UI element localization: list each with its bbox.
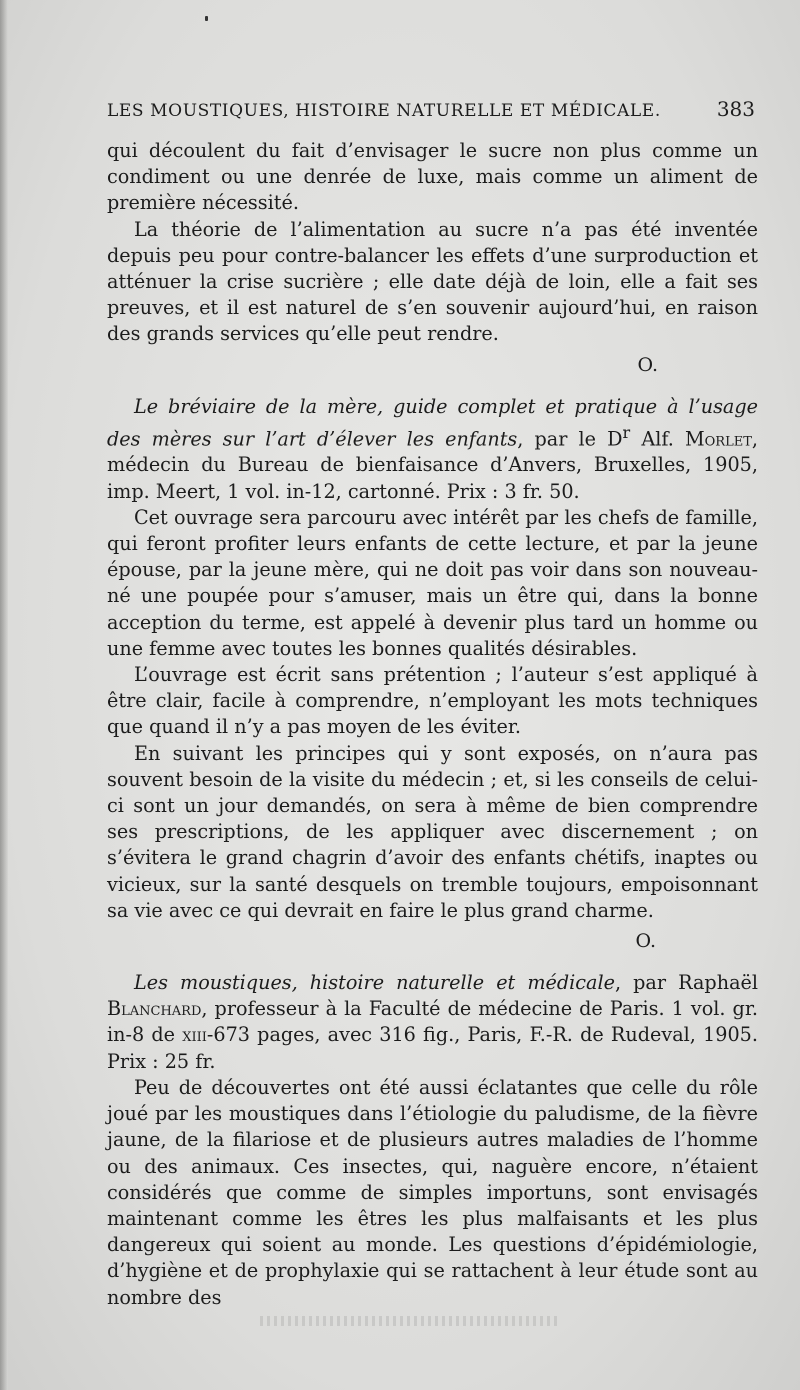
author-name: Morlet: [685, 427, 752, 451]
citation-rest-1: , professeur à la Faculté de médecine de Paris. 1 vol. gr. in-8 de: [107, 997, 758, 1047]
author-name: Blanchard: [107, 997, 202, 1021]
book-title: Le bréviaire de la mère, guide complet et pratique à l’usage des mères sur l’art d’élever les enfants: [107, 394, 758, 451]
signature: O.: [637, 353, 658, 376]
citation-by: , par Raphaël: [614, 971, 758, 995]
ink-speck: [205, 16, 208, 21]
paragraph: Cet ouvrage sera parcouru avec intérêt par les chefs de famille, qui feront profiter leurs enfants de cette lecture, et par la jeune épouse, par la jeune mère, qui ne doit pas voir dans son nouveau-né une poupée pour s’amuser, mais un être qui, dans la bonne acception du terme, est appelé à devenir plus tard un homme ou une femme avec toutes les bonnes qualités désirables.: [107, 505, 758, 660]
paragraph: L’ouvrage est écrit sans prétention ; l’auteur s’est appliqué à être clair, facile à comprendre, n’employant les mots techniques que quand il n’y a pas moyen de les éviter.: [107, 663, 758, 739]
paragraph: qui découlent du fait d’envisager le sucre non plus comme un condiment ou une denrée de luxe, mais comme un aliment de première nécessité.: [107, 139, 758, 215]
running-head: [107, 97, 755, 121]
book-title: Les moustiques, histoire naturelle et médicale: [134, 971, 615, 995]
roman-numeral: xiii: [182, 1023, 207, 1047]
signature: O.: [635, 930, 656, 953]
paragraph: En suivant les principes qui y sont exposés, on n’aura pas souvent besoin de la visite du médecin ; et, si les conseils de celui-ci sont un jour demandés, on sera à même de bien comprendre ses prescriptions, de les appliquer avec discernement ; on s’évitera le grand chagrin d’avoir des enfants chétifs, inaptes ou vicieux, sur la santé desquels on tremble toujours, empoisonnant sa vie avec ce qui devrait en faire le plus grand charme.: [107, 741, 758, 922]
page-left-edge: [0, 0, 8, 1390]
body-text: [107, 138, 758, 1311]
citation-rest: , médecin du Bureau de bienfaisance d’Anvers, Bruxelles, 1905, imp. Meert, 1 vol. in-12, cartonné. Prix : 3 fr. 50.: [107, 427, 758, 503]
page-number: 383: [716, 97, 755, 121]
citation-breviaire: [107, 394, 758, 505]
bleed-through-mark: [260, 1316, 560, 1326]
citation-sup: r: [622, 422, 631, 442]
paragraph: La théorie de l’alimentation au sucre n’a pas été inventée depuis peu pour contre-balancer les effets d’une surproduction et atténuer la crise sucrière ; elle date déjà de loin, elle a fait ses preuves, et il est naturel de s’en souvenir aujourd’hui, en raison des grands services qu’elle peut rendre.: [107, 217, 758, 346]
citation-moustiques: [107, 970, 758, 1075]
paragraph: Peu de découvertes ont été aussi éclatantes que celle du rôle joué par les moustiques dans l’étiologie du paludisme, de la fièvre jaune, de la filariose et de plusieurs autres maladies de l’homme ou des animaux. Ces insectes, qui, naguère encore, n’étaient considérés que comme de simples importuns, sont envisagés maintenant comme les êtres les plus malfaisants et les plus dangereux qui soient au monde. Les questions d’épidémiologie, d’hygiène et de prophylaxie qui se rattachent à leur étude sont au nombre des: [107, 1075, 758, 1309]
citation-by: , par le D: [517, 427, 623, 451]
author-first: Alf.: [630, 427, 685, 451]
citation-rest-2: -673 pages, avec 316 fig., Paris, F.-R. de Rudeval, 1905. Prix : 25 fr.: [107, 1023, 758, 1073]
running-title: LES MOUSTIQUES, HISTOIRE NATURELLE ET MÉDICALE.: [107, 101, 661, 121]
